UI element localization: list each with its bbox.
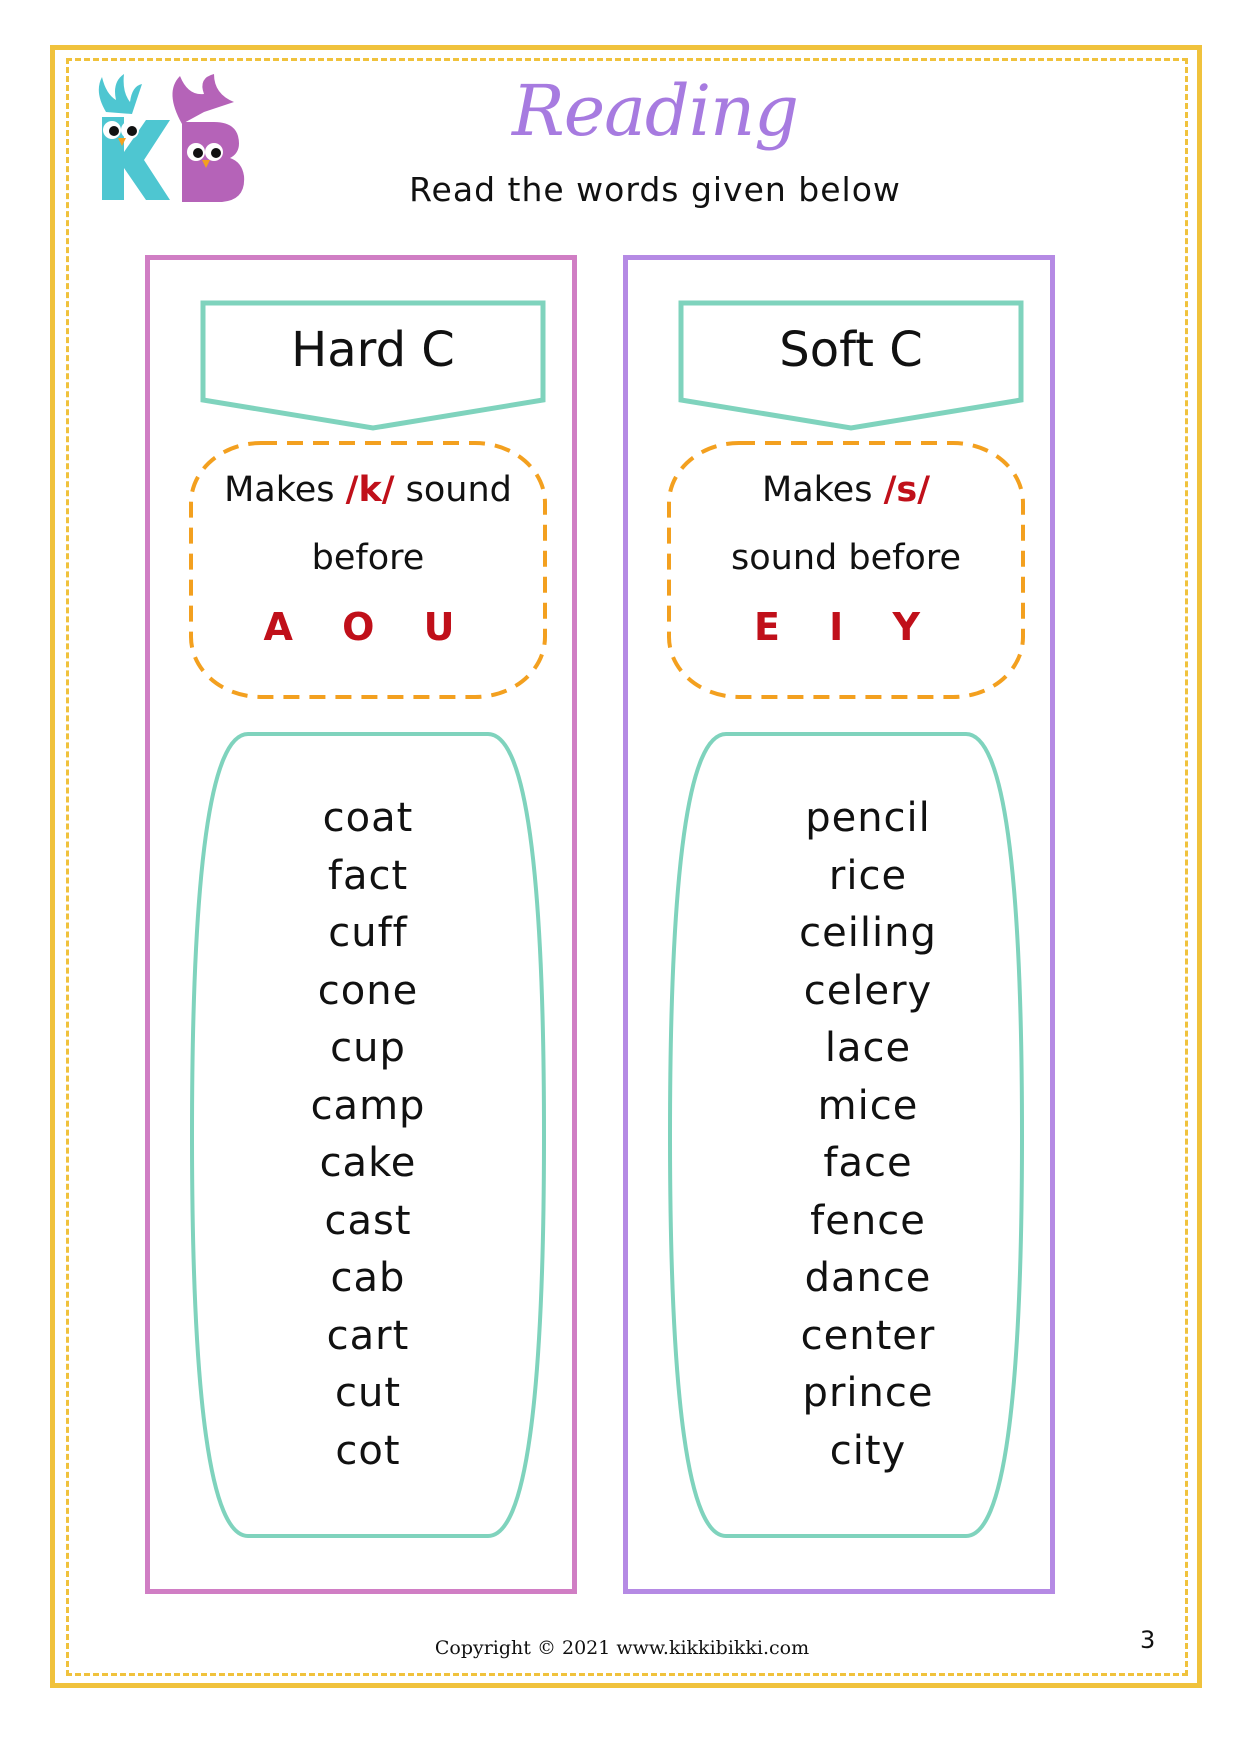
rule-text-line2: before: [311, 538, 425, 578]
word-list: [188, 790, 548, 1480]
list-item: city: [829, 1427, 907, 1474]
list-item: face: [823, 1140, 913, 1186]
list-item: cone: [317, 967, 419, 1014]
list-item: camp: [310, 1082, 426, 1129]
page-subtitle: Read the words given below: [409, 170, 901, 209]
list-item: cut: [334, 1370, 402, 1416]
word-list: [688, 790, 1048, 1480]
list-item: cart: [326, 1312, 410, 1359]
list-item: fact: [327, 852, 409, 899]
page-number: 3: [1140, 1626, 1156, 1654]
list-item: cuff: [328, 910, 408, 956]
rule-prefix: Makes: [224, 470, 335, 510]
rule-text-line2: sound before: [731, 538, 961, 578]
list-item: cot: [335, 1427, 401, 1474]
list-item: rice: [828, 852, 908, 899]
column-heading: Hard C: [291, 322, 455, 378]
list-item: pencil: [805, 795, 931, 841]
vowel-letters: E I Y: [753, 605, 939, 649]
page-title: Reading: [512, 70, 798, 152]
list-item: cast: [324, 1197, 412, 1244]
copyright-text: Copyright © 2021 www.kikkibikki.com: [434, 1637, 810, 1659]
column-heading: Soft C: [779, 322, 923, 378]
list-item: center: [800, 1312, 936, 1359]
list-item: lace: [824, 1025, 912, 1071]
vowel-letters: A O U: [263, 605, 473, 649]
list-item: coat: [322, 795, 414, 841]
list-item: ceiling: [799, 910, 937, 956]
rule-suffix: sound: [405, 470, 512, 510]
list-item: cab: [330, 1255, 406, 1301]
hard-c-column: [145, 255, 577, 1594]
list-item: celery: [803, 967, 933, 1014]
list-item: cake: [319, 1140, 417, 1186]
list-item: mice: [817, 1082, 919, 1129]
list-item: prince: [802, 1370, 934, 1416]
soft-c-column: [623, 255, 1055, 1594]
rule-text: [188, 470, 548, 510]
list-item: fence: [810, 1197, 926, 1244]
list-item: cup: [330, 1025, 406, 1071]
rule-prefix: Makes: [762, 470, 873, 510]
rule-text: [666, 470, 1026, 510]
sound-symbol: /k/: [345, 470, 395, 510]
sound-symbol: /s/: [883, 470, 930, 510]
list-item: dance: [804, 1255, 932, 1301]
